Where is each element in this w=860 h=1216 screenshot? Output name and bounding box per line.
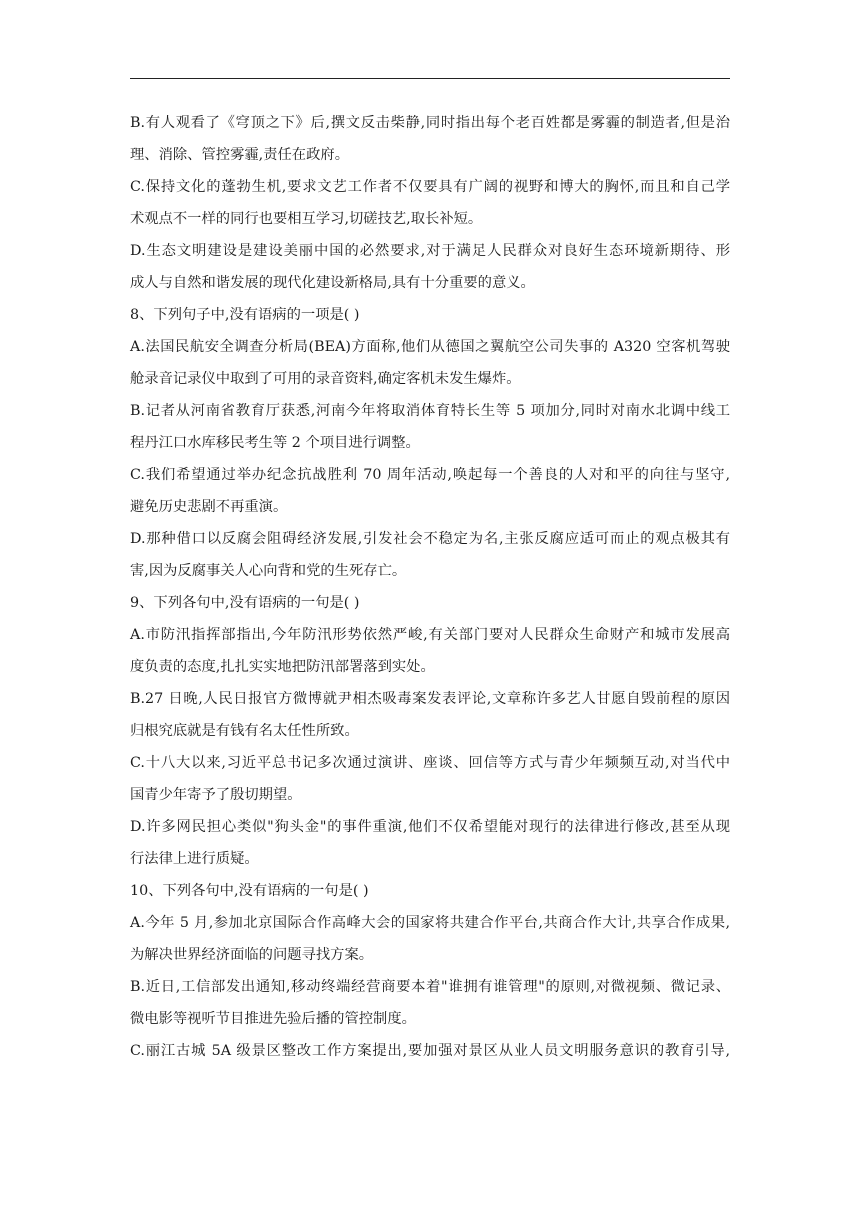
text-line: 舱录音记录仪中取到了可用的录音资料,确定客机未发生爆炸。	[130, 371, 521, 387]
text-line: 为解决世界经济面临的问题寻找方案。	[130, 947, 374, 963]
text-line: 微电影等视听节目推进先验后播的管控制度。	[130, 1011, 416, 1027]
text-line: A.市防汛指挥部指出,今年防汛形势依然严峻,有关部门要对人民群众生命财产和城市发展高	[130, 627, 730, 643]
text-line: C.丽江古城 5A 级景区整改工作方案提出,要加强对景区从业人员文明服务意识的教育引导,	[130, 1043, 730, 1059]
text-line: 国青少年寄予了殷切期望。	[130, 787, 302, 803]
text-line: D.那种借口以反腐会阻碍经济发展,引发社会不稳定为名,主张反腐应适可而止的观点极其有	[130, 531, 730, 547]
text-line: 理、消除、管控雾霾,责任在政府。	[130, 147, 349, 163]
text-line: B.27 日晚,人民日报官方微博就尹相杰吸毒案发表评论,文章称许多艺人甘愿自毁前程的原因	[130, 691, 730, 707]
text-line: A.今年 5 月,参加北京国际合作高峰大会的国家将共建合作平台,共商合作大计,共享合作成果,	[130, 915, 730, 931]
text-line: C.十八大以来,习近平总书记多次通过演讲、座谈、回信等方式与青少年频频互动,对当代中	[130, 755, 730, 771]
question-heading: 8、下列句子中,没有语病的一项是( )	[130, 307, 360, 323]
text-line: B.记者从河南省教育厅获悉,河南今年将取消体育特长生等 5 项加分,同时对南水北调中线工	[130, 403, 730, 419]
text-line: B.近日,工信部发出通知,移动终端经营商要本着"谁拥有谁管理"的原则,对微视频、微记录、	[130, 979, 730, 995]
text-line: 成人与自然和谐发展的现代化建设新格局,具有十分重要的意义。	[130, 275, 535, 291]
text-line: 度负责的态度,扎扎实实地把防汛部署落到实处。	[130, 659, 435, 675]
header-rule	[130, 78, 730, 79]
text-line: 行法律上进行质疑。	[130, 851, 259, 867]
question-heading: 10、下列各句中,没有语病的一句是( )	[130, 883, 369, 899]
text-line: D.许多网民担心类似"狗头金"的事件重演,他们不仅希望能对现行的法律进行修改,甚至从现	[130, 819, 730, 835]
text-line: 程丹江口水库移民考生等 2 个项目进行调整。	[130, 435, 420, 451]
question-heading: 9、下列各句中,没有语病的一句是( )	[130, 595, 360, 611]
text-line: 害,因为反腐事关人心向背和党的生死存亡。	[130, 563, 407, 579]
text-line: A.法国民航安全调查分析局(BEA)方面称,他们从德国之翼航空公司失事的 A320 空客机驾驶	[130, 339, 730, 355]
text-line: B.有人观看了《穹顶之下》后,撰文反击柴静,同时指出每个老百姓都是雾霾的制造者,但是治	[130, 115, 730, 131]
text-line: 避免历史悲剧不再重演。	[130, 499, 288, 515]
text-line: 术观点不一样的同行也要相互学习,切磋技艺,取长补短。	[130, 211, 483, 227]
document-body	[130, 107, 730, 1067]
text-line: 归根究底就是有钱有名太任性所致。	[130, 723, 359, 739]
text-line: C.保持文化的蓬勃生机,要求文艺工作者不仅要具有广阔的视野和博大的胸怀,而且和自己学	[130, 179, 730, 195]
text-line: D.生态文明建设是建设美丽中国的必然要求,对于满足人民群众对良好生态环境新期待、形	[130, 243, 730, 259]
text-line: C.我们希望通过举办纪念抗战胜利 70 周年活动,唤起每一个善良的人对和平的向往与坚守,	[130, 467, 730, 483]
